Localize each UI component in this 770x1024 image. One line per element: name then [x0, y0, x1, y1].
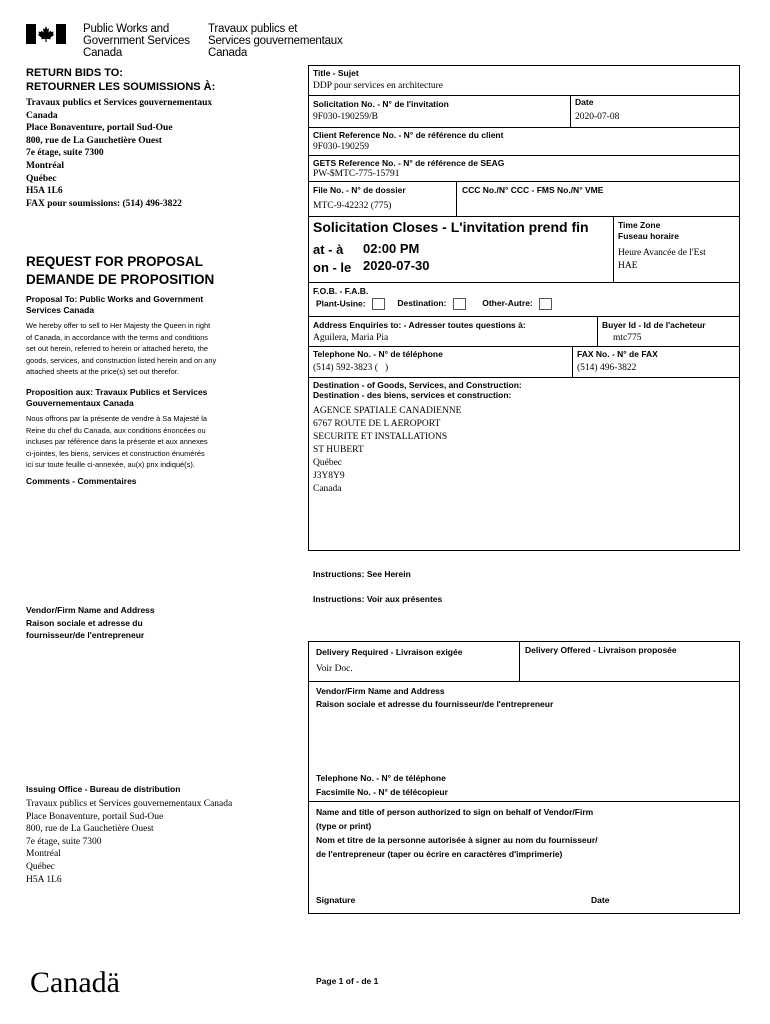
- buyer-id-label: Buyer Id - Id de l'acheteur: [602, 320, 706, 330]
- issuing-office-address: Travaux publics et Services gouvernementaux Canada Place Bonaventure, portail Sud-Oue 800, rue de La Gauchetière Ouest 7e étage, suite 7300 Montréal Québec H5A 1L6: [26, 799, 233, 885]
- date-value: 2020-07-08: [575, 112, 620, 122]
- proposal-to-en: Proposal To: Public Works and Government Services Canada: [26, 294, 204, 315]
- solicitation-no-label: Solicitation No. - N° de l'invitation: [313, 99, 449, 109]
- page-number: Page 1 of - de 1: [316, 976, 379, 986]
- instructions-fr: Instructions: Voir aux présentes: [313, 594, 443, 604]
- gets-reference-label: GETS Reference No. - N° de référence de SEAG: [313, 158, 505, 168]
- comments-label: Comments - Commentaires: [26, 476, 137, 486]
- closing-time-value: 02:00 PM: [363, 241, 420, 256]
- delivery-required-label: Delivery Required - Livraison exigée: [316, 647, 463, 657]
- telephone-label: Telephone No. - N° de téléphone: [313, 349, 443, 359]
- rfp-title-en: REQUEST FOR PROPOSAL: [26, 254, 204, 269]
- instructions-en: Instructions: See Herein: [313, 569, 411, 579]
- client-reference-value: 9F030-190259: [313, 142, 369, 152]
- time-zone-value: Heure Avancée de l'Est HAE: [618, 248, 706, 271]
- buyer-id-value: mtc775: [613, 333, 642, 343]
- destination-option-label: Destination:: [397, 298, 447, 309]
- return-bids-heading-fr: RETOURNER LES SOUMISSIONS À:: [26, 81, 216, 93]
- solicitation-closes-label: Solicitation Closes - L'invitation prend fin: [313, 219, 589, 235]
- fob-label: F.O.B. - F.A.B.: [313, 286, 369, 296]
- closing-time-label: at - à: [313, 242, 344, 257]
- rfp-title-fr: DEMANDE DE PROPOSITION: [26, 272, 215, 287]
- org-name-fr: Travaux publics et Services gouvernementaux Canada: [208, 23, 343, 59]
- proposal-to-fr: Proposition aux: Travaux Publics et Services Gouvernementaux Canada: [26, 387, 208, 408]
- plant-label: Plant-Usine:: [316, 298, 366, 309]
- signature-date-label: Date: [591, 895, 610, 905]
- gets-reference-value: PW-$MTC-775-15791: [313, 169, 400, 179]
- closing-date-value: 2020-07-30: [363, 258, 430, 273]
- offer-text-fr: Nous offrons par la présente de vendre à Sa Majesté la Reine du chef du Canada, aux conditions énoncées ou incluses par référence dans la présente et aux annexes ci-jointes, les biens, services et construction énumérés ici sur toute feuille ci-annexée, au(x) prix indiqué(s).: [26, 414, 208, 469]
- vendor-name-label-left: Vendor/Firm Name and Address Raison sociale et adresse du fournisseur/de l'entrepreneur: [26, 605, 155, 640]
- fax-label: FAX No. - N° de FAX: [577, 349, 658, 359]
- return-bids-address: Travaux publics et Services gouvernementaux Canada Place Bonaventure, portail Sud-Oue 800, rue de La Gauchetière Ouest 7e étage, suite 7300 Montréal Québec H5A 1L6 FAX pour soumissions: (514) 496-3822: [26, 98, 213, 209]
- other-label: Other-Autre:: [482, 298, 533, 309]
- file-no-value: MTC-9-42232 (775): [313, 201, 392, 211]
- date-label: Date: [575, 97, 594, 107]
- enquiries-value: Aguilera, Maria Pia: [313, 333, 389, 343]
- phone-fax-label: Telephone No. - N° de téléphone Facsimile No. - N° de télécopieur: [316, 773, 448, 797]
- return-bids-heading-en: RETURN BIDS TO:: [26, 67, 123, 79]
- authorized-person-label: Name and title of person authorized to sign on behalf of Vendor/Firm (type or print) Nom et titre de la personne autorisée à signer au nom du fournisseur/ de l'entrepreneur (taper ou écrire en caractères d'imprimerie): [316, 807, 598, 859]
- issuing-office-label: Issuing Office - Bureau de distribution: [26, 784, 181, 794]
- org-name-en: Public Works and Government Services Canada: [83, 23, 190, 59]
- time-zone-label: Time Zone Fuseau horaire: [618, 220, 679, 241]
- signature-label: Signature: [316, 895, 356, 905]
- plant-checkbox[interactable]: [372, 298, 385, 310]
- ccc-no-label: CCC No./N° CCC - FMS No./N° VME: [462, 185, 604, 195]
- closing-date-label: on - le: [313, 260, 352, 275]
- offer-text-en: We hereby offer to sell to Her Majesty the Queen in right of Canada, in accordance with the terms and conditions set out herein, referred to herein or attached hereto, the goods, services, and construction listed herein and on any attached sheets at the price(s) set out therefor.: [26, 321, 217, 376]
- fax-value: (514) 496-3822: [577, 363, 637, 373]
- title-value: DDP pour services en architecture: [313, 81, 443, 91]
- other-checkbox[interactable]: [539, 298, 552, 310]
- destination-label: Destination - of Goods, Services, and Construction: Destination - des biens, services et construction:: [313, 380, 522, 400]
- canada-wordmark: Canadä: [30, 966, 120, 999]
- file-no-label: File No. - N° de dossier: [313, 185, 406, 195]
- title-label: Title - Sujet: [313, 68, 359, 78]
- delivery-offered-label: Delivery Offered - Livraison proposée: [525, 645, 677, 655]
- client-reference-label: Client Reference No. - N° de référence du client: [313, 130, 504, 140]
- enquiries-label: Address Enquiries to: - Adresser toutes questions à:: [313, 320, 526, 330]
- delivery-required-value: Voir Doc.: [316, 664, 353, 674]
- destination-address: AGENCE SPATIALE CANADIENNE 6767 ROUTE DE L AEROPORT SECURITE ET INSTALLATIONS ST HUBERT Québec J3Y8Y9 Canada: [313, 406, 462, 494]
- canada-flag-logo: [26, 24, 66, 44]
- solicitation-no-value: 9F030-190259/B: [313, 112, 378, 122]
- telephone-value: (514) 592-3823 ( ): [313, 363, 389, 373]
- vendor-name-label: Vendor/Firm Name and Address Raison sociale et adresse du fournisseur/de l'entrepreneur: [316, 686, 554, 709]
- fob-options: [316, 298, 556, 310]
- destination-checkbox[interactable]: [453, 298, 466, 310]
